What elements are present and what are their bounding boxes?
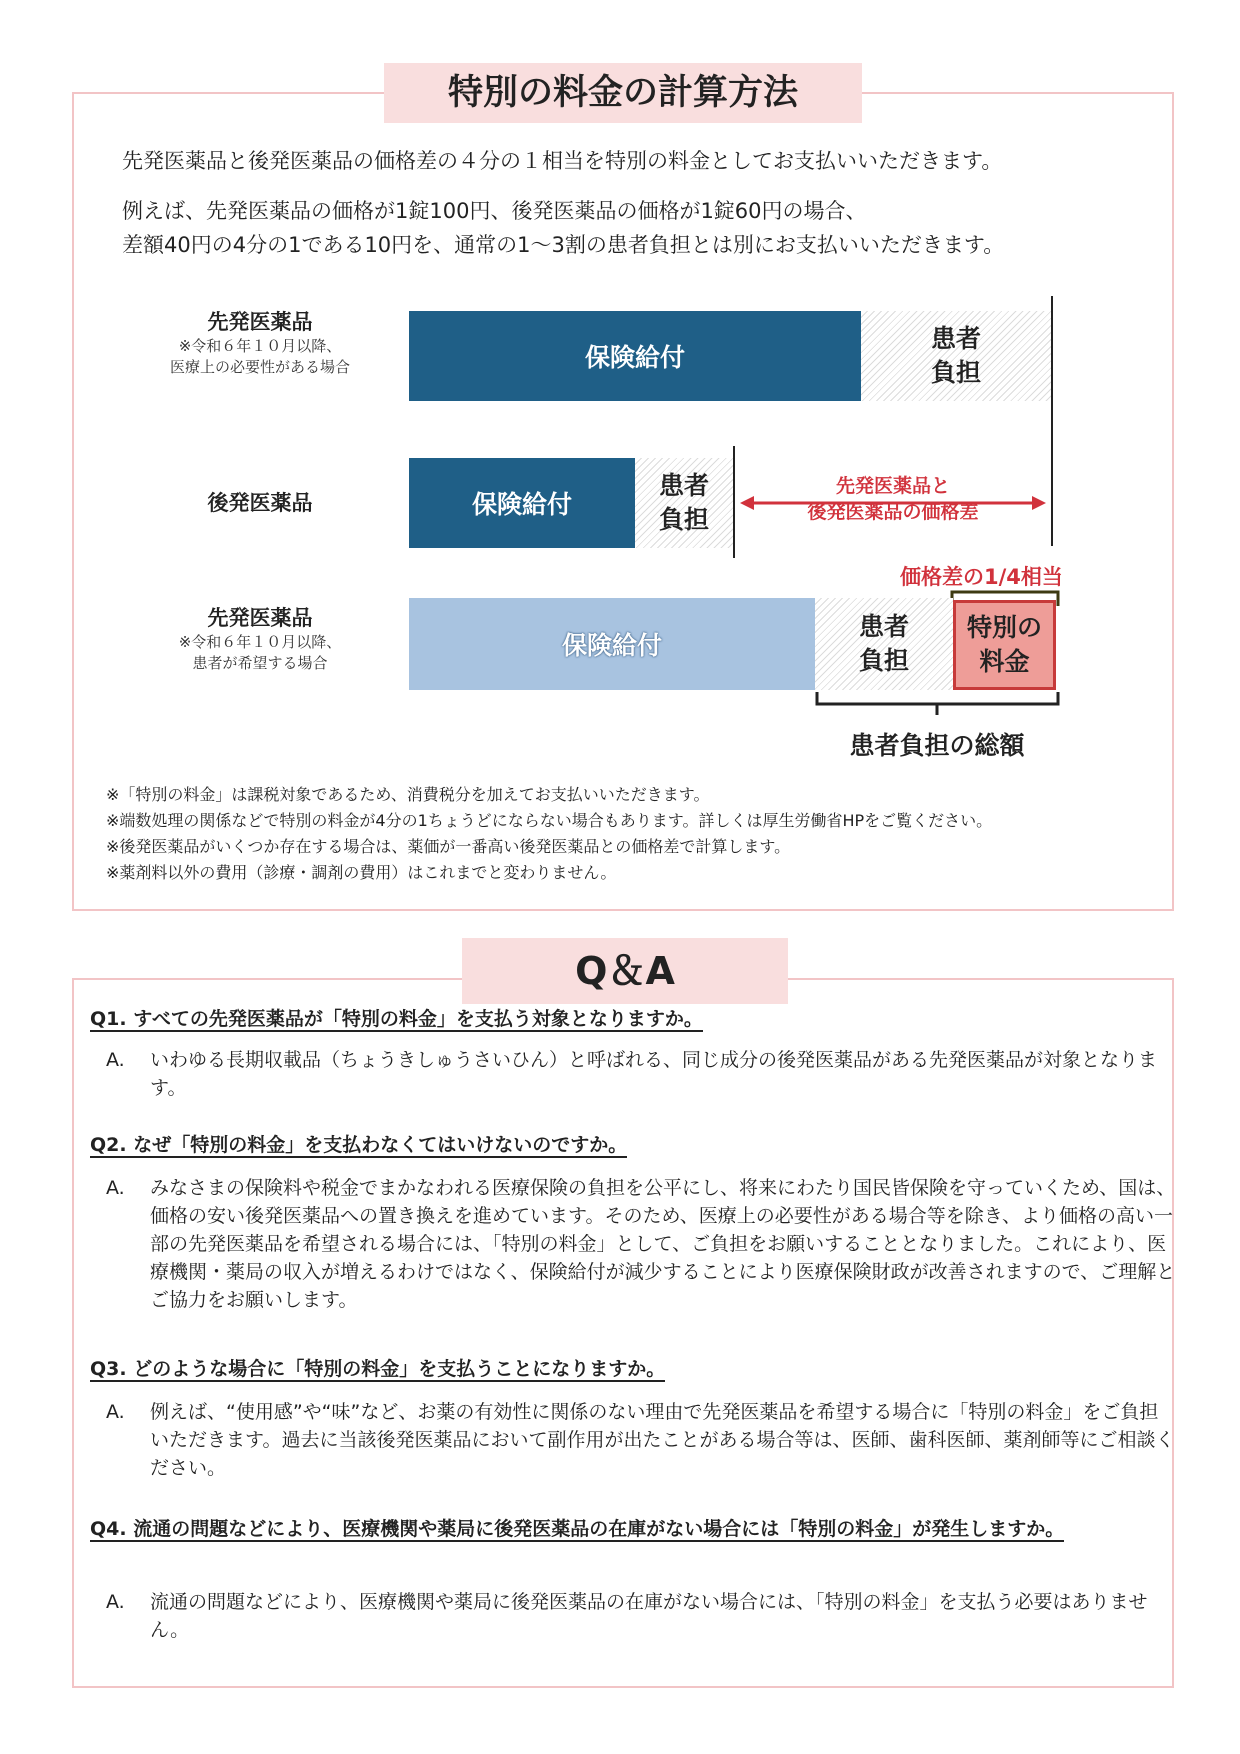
row1-insurance-bar: 保険給付 (409, 311, 861, 401)
q1 (90, 1005, 1160, 1033)
a1-text: いわゆる長期収載品（ちょうきしゅうさいひん）と呼ばれる、同じ成分の後発医薬品がある先発医薬品が対象となります。 (150, 1049, 1158, 1099)
q2 (90, 1131, 1160, 1159)
price-diff-line-1: 先発医薬品と (835, 475, 950, 497)
price-diff-label (760, 473, 1026, 525)
intro-line-3: 差額40円の4分の1である10円を、通常の1～3割の患者負担とは別にお支払いいただきます。 (122, 233, 1005, 257)
a3 (106, 1398, 1176, 1482)
q3 (90, 1355, 1160, 1383)
q2-text: Q2. なぜ「特別の料金」を支払わなくてはいけないのですか。 (90, 1134, 628, 1156)
a2-text: みなさまの保険料や税金でまかなわれる医療保険の負担を公平にし、将来にわたり国民皆保険を守っていくため、国は、価格の安い後発医薬品への置き換えを進めています。そのため、医療上の必要性がある場合等を除き、より価格の高い一部の先発医薬品を希望される場合には、「特別の料金」として、ご負担をお願いすることとなりました。これにより、医療機関・薬局の収入が増えるわけではなく、保険給付が減少することにより医療保険財政が改善されますので、ご理解とご協力をお願いします。 (150, 1177, 1176, 1311)
row2-insurance-bar: 保険給付 (409, 458, 635, 548)
a4 (106, 1588, 1176, 1644)
total-bracket (815, 690, 1060, 716)
row1-patient-1: 患者 (930, 324, 981, 353)
q4 (90, 1515, 1160, 1543)
qa-title: Q＆A (462, 938, 788, 1004)
q4-text: Q4. 流通の問題などにより、医療機関や薬局に後発医薬品の在庫がない場合には「特別の料金」が発生しますか。 (90, 1518, 1065, 1540)
row2-end-line (733, 446, 735, 558)
row1-label (135, 306, 385, 378)
row1-title: 先発医薬品 (207, 310, 313, 334)
note-3: ※後発医薬品がいくつか存在する場合は、薬価が一番高い後発医薬品との価格差で計算します。 (106, 837, 791, 856)
a3-prefix: A. (106, 1401, 125, 1423)
row3-patient-2: 負担 (858, 646, 909, 675)
a2 (106, 1174, 1176, 1314)
intro-line-2: 例えば、先発医薬品の価格が1錠100円、後発医薬品の価格が1錠60円の場合、 (122, 199, 867, 223)
row3-label (135, 602, 385, 674)
special-fee-bar (953, 600, 1056, 690)
note-1: ※「特別の料金」は課税対象であるため、消費税分を加えてお支払いいただきます。 (106, 785, 710, 804)
q1-text: Q1. すべての先発医薬品が「特別の料金」を支払う対象となりますか。 (90, 1008, 703, 1030)
row3-title: 先発医薬品 (207, 606, 313, 630)
row1-note-2: 医療上の必要性がある場合 (169, 358, 350, 376)
special-fee-2: 料金 (979, 647, 1030, 676)
q3-text: Q3. どのような場合に「特別の料金」を支払うことになりますか。 (90, 1358, 666, 1380)
total-label: 患者負担の総額 (849, 731, 1025, 760)
intro-line-1: 先発医薬品と後発医薬品の価格差の４分の１相当を特別の料金としてお支払いいただきます。 (122, 149, 1003, 173)
row3-note-2: 患者が希望する場合 (192, 654, 328, 672)
row2-patient-2: 負担 (658, 505, 709, 534)
row1-note-1: ※令和６年１０月以降、 (178, 337, 342, 355)
a2-prefix: A. (106, 1177, 125, 1199)
row3-note-1: ※令和６年１０月以降、 (178, 633, 342, 651)
row2-label (135, 487, 385, 517)
row2-title: 後発医薬品 (207, 491, 313, 515)
row1-end-line (1051, 296, 1053, 546)
special-fee-1: 特別の (966, 613, 1042, 642)
note-4: ※薬剤料以外の費用（診療・調剤の費用）はこれまでと変わりません。 (106, 863, 617, 882)
row1-patient-2: 負担 (930, 358, 981, 387)
a4-prefix: A. (106, 1591, 125, 1613)
a1-prefix: A. (106, 1049, 125, 1071)
row3-patient-1: 患者 (858, 612, 909, 641)
row3-insurance-bar: 保険給付 (409, 598, 815, 690)
a4-text: 流通の問題などにより、医療機関や薬局に後発医薬品の在庫がない場合には、「特別の料金」を支払う必要はありません。 (150, 1591, 1148, 1641)
row1-patient-bar (861, 311, 1051, 401)
calc-title: 特別の料金の計算方法 (384, 63, 862, 123)
price-diff-line-2: 後発医薬品の価格差 (807, 501, 979, 523)
row2-patient-1: 患者 (658, 471, 709, 500)
row2-patient-bar (635, 458, 733, 548)
a3-text: 例えば、“使用感”や“味”など、お薬の有効性に関係のない理由で先発医薬品を希望する場合に「特別の料金」をご負担いただきます。過去に当該後発医薬品において副作用が出たことがある場合等は、医師、歯科医師、薬剤師等にご相談ください。 (150, 1401, 1175, 1479)
a1 (106, 1046, 1176, 1102)
note-2: ※端数処理の関係などで特別の料金が4分の1ちょうどにならない場合もあります。詳しくは厚生労働省HPをご覧ください。 (106, 811, 993, 830)
row3-patient-bar (815, 598, 953, 690)
quarter-label: 価格差の1/4相当 (900, 565, 1063, 589)
